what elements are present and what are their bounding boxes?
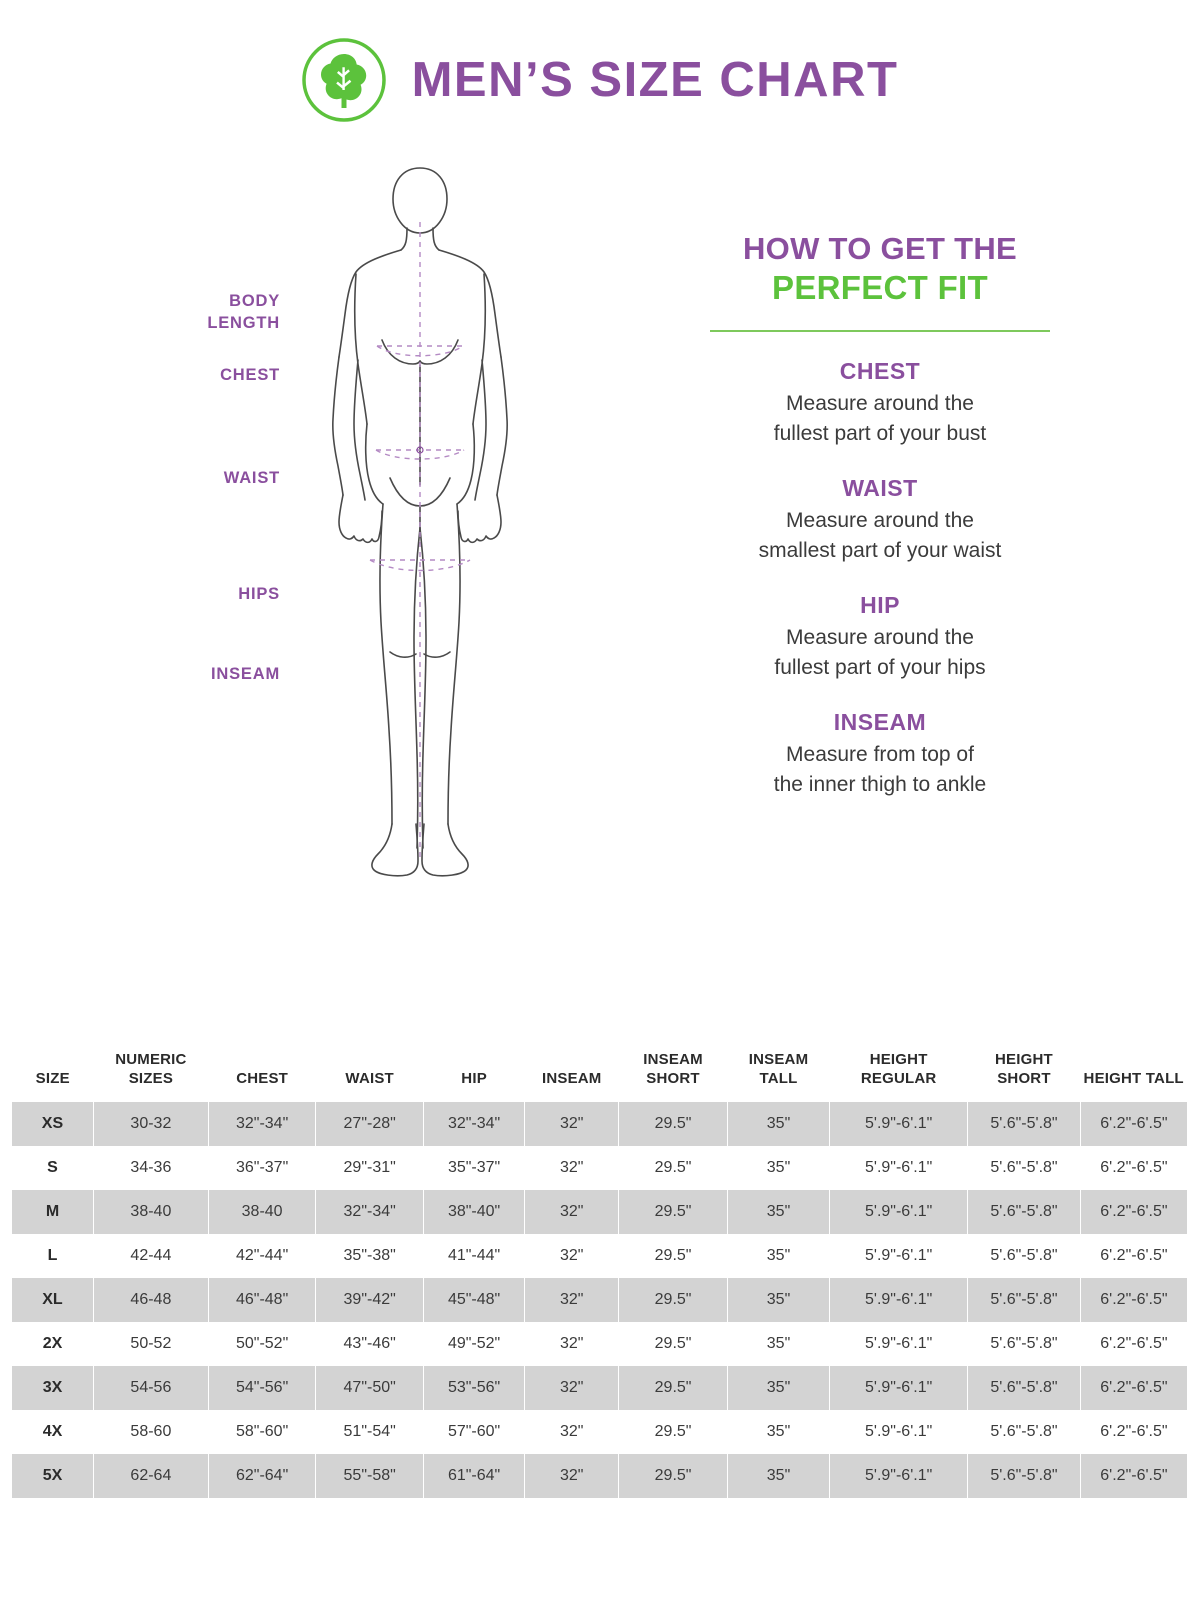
cell-hip: 35"-37" bbox=[423, 1146, 524, 1190]
cell-inseam: 32" bbox=[525, 1366, 619, 1410]
cell-size: 5X bbox=[12, 1454, 93, 1498]
cell-height-short: 5'.6"-5'.8" bbox=[968, 1278, 1081, 1322]
cell-height-short: 5'.6"-5'.8" bbox=[968, 1366, 1081, 1410]
cell-chest: 42"-44" bbox=[208, 1234, 316, 1278]
table-row bbox=[12, 1102, 1187, 1146]
cell-size: L bbox=[12, 1234, 93, 1278]
guide-item-chest bbox=[600, 358, 1160, 449]
guide-divider bbox=[710, 330, 1050, 332]
cell-size: XL bbox=[12, 1278, 93, 1322]
cell-inseam-tall: 35" bbox=[727, 1322, 829, 1366]
cell-height-tall: 6'.2"-6'.5" bbox=[1080, 1454, 1187, 1498]
cell-chest: 32"-34" bbox=[208, 1102, 316, 1146]
label-body-length-line2: LENGTH bbox=[207, 314, 280, 332]
cell-size: 2X bbox=[12, 1322, 93, 1366]
cell-numeric: 58-60 bbox=[93, 1410, 208, 1454]
cell-height-regular: 5'.9"-6'.1" bbox=[830, 1454, 968, 1498]
cell-numeric: 42-44 bbox=[93, 1234, 208, 1278]
cell-height-tall: 6'.2"-6'.5" bbox=[1080, 1278, 1187, 1322]
cell-height-regular: 5'.9"-6'.1" bbox=[830, 1322, 968, 1366]
cell-inseam-tall: 35" bbox=[727, 1278, 829, 1322]
col-hip: HIP bbox=[461, 1070, 487, 1087]
cell-height-short: 5'.6"-5'.8" bbox=[968, 1410, 1081, 1454]
cell-height-regular: 5'.9"-6'.1" bbox=[830, 1366, 968, 1410]
cell-height-regular: 5'.9"-6'.1" bbox=[830, 1278, 968, 1322]
col-height-regular: HEIGHT REGULAR bbox=[860, 1051, 937, 1087]
cell-inseam: 32" bbox=[525, 1454, 619, 1498]
cell-inseam-short: 29.5" bbox=[619, 1146, 728, 1190]
cell-height-tall: 6'.2"-6'.5" bbox=[1080, 1322, 1187, 1366]
cell-waist: 51"-54" bbox=[316, 1410, 424, 1454]
label-body-length-line1: BODY bbox=[229, 292, 280, 310]
col-size: SIZE bbox=[35, 1070, 70, 1087]
cell-height-tall: 6'.2"-6'.5" bbox=[1080, 1190, 1187, 1234]
label-body-length bbox=[80, 290, 280, 334]
cell-hip: 49"-52" bbox=[423, 1322, 524, 1366]
cell-inseam-short: 29.5" bbox=[619, 1190, 728, 1234]
cell-numeric: 54-56 bbox=[93, 1366, 208, 1410]
cell-inseam-short: 29.5" bbox=[619, 1410, 728, 1454]
cell-height-tall: 6'.2"-6'.5" bbox=[1080, 1146, 1187, 1190]
cell-height-short: 5'.6"-5'.8" bbox=[968, 1454, 1081, 1498]
col-chest: CHEST bbox=[236, 1070, 289, 1087]
guide-item-waist-title: WAIST bbox=[842, 475, 918, 501]
cell-inseam-tall: 35" bbox=[727, 1234, 829, 1278]
col-inseam: INSEAM bbox=[541, 1070, 602, 1087]
cell-inseam-tall: 35" bbox=[727, 1454, 829, 1498]
cell-inseam-short: 29.5" bbox=[619, 1366, 728, 1410]
table-row bbox=[12, 1278, 1187, 1322]
col-numeric-sizes: NUMERIC SIZES bbox=[115, 1051, 187, 1087]
cell-inseam: 32" bbox=[525, 1190, 619, 1234]
table-row bbox=[12, 1190, 1187, 1234]
guide-item-chest-line2: fullest part of your bust bbox=[773, 422, 987, 445]
cell-hip: 61"-64" bbox=[423, 1454, 524, 1498]
cell-size: 4X bbox=[12, 1410, 93, 1454]
cell-numeric: 46-48 bbox=[93, 1278, 208, 1322]
col-height-tall: HEIGHT TALL bbox=[1083, 1070, 1184, 1087]
cell-chest: 38-40 bbox=[208, 1190, 316, 1234]
guide-item-inseam-line1: Measure from top of bbox=[786, 743, 974, 766]
cell-inseam: 32" bbox=[525, 1410, 619, 1454]
cell-inseam-tall: 35" bbox=[727, 1146, 829, 1190]
cell-inseam: 32" bbox=[525, 1234, 619, 1278]
table-row bbox=[12, 1234, 1187, 1278]
cell-chest: 62"-64" bbox=[208, 1454, 316, 1498]
cell-height-regular: 5'.9"-6'.1" bbox=[830, 1146, 968, 1190]
cell-inseam-short: 29.5" bbox=[619, 1234, 728, 1278]
cell-inseam-tall: 35" bbox=[727, 1102, 829, 1146]
cell-waist: 29"-31" bbox=[316, 1146, 424, 1190]
cell-height-tall: 6'.2"-6'.5" bbox=[1080, 1102, 1187, 1146]
label-hips: HIPS bbox=[238, 585, 280, 603]
cell-height-tall: 6'.2"-6'.5" bbox=[1080, 1234, 1187, 1278]
guide-item-inseam bbox=[600, 709, 1160, 800]
cell-inseam-tall: 35" bbox=[727, 1410, 829, 1454]
guide-item-waist-line1: Measure around the bbox=[786, 509, 974, 532]
guide-item-waist-line2: smallest part of your waist bbox=[758, 539, 1002, 562]
tree-logo-icon bbox=[302, 38, 386, 122]
cell-waist: 32"-34" bbox=[316, 1190, 424, 1234]
cell-inseam-short: 29.5" bbox=[619, 1278, 728, 1322]
page-title: MEN’S SIZE CHART bbox=[411, 53, 899, 107]
cell-hip: 53"-56" bbox=[423, 1366, 524, 1410]
cell-chest: 50"-52" bbox=[208, 1322, 316, 1366]
cell-numeric: 50-52 bbox=[93, 1322, 208, 1366]
table-header-row bbox=[12, 1040, 1187, 1102]
cell-height-short: 5'.6"-5'.8" bbox=[968, 1102, 1081, 1146]
table-row bbox=[12, 1322, 1187, 1366]
cell-height-tall: 6'.2"-6'.5" bbox=[1080, 1410, 1187, 1454]
cell-chest: 54"-56" bbox=[208, 1366, 316, 1410]
cell-inseam-short: 29.5" bbox=[619, 1102, 728, 1146]
cell-waist: 27"-28" bbox=[316, 1102, 424, 1146]
cell-inseam-tall: 35" bbox=[727, 1190, 829, 1234]
cell-waist: 39"-42" bbox=[316, 1278, 424, 1322]
cell-chest: 46"-48" bbox=[208, 1278, 316, 1322]
col-waist: WAIST bbox=[345, 1070, 394, 1087]
label-chest: CHEST bbox=[220, 366, 280, 384]
fit-guide bbox=[600, 230, 1160, 800]
guide-heading-line2: PERFECT FIT bbox=[772, 269, 988, 306]
guide-item-hip-line2: fullest part of your hips bbox=[774, 656, 986, 679]
size-table bbox=[12, 1040, 1187, 1498]
cell-hip: 38"-40" bbox=[423, 1190, 524, 1234]
guide-item-waist bbox=[600, 475, 1160, 566]
cell-inseam: 32" bbox=[525, 1146, 619, 1190]
guide-item-chest-line1: Measure around the bbox=[786, 392, 974, 415]
cell-waist: 35"-38" bbox=[316, 1234, 424, 1278]
cell-numeric: 30-32 bbox=[93, 1102, 208, 1146]
cell-size: S bbox=[12, 1146, 93, 1190]
cell-inseam: 32" bbox=[525, 1322, 619, 1366]
table-row bbox=[12, 1410, 1187, 1454]
guide-item-chest-title: CHEST bbox=[839, 358, 921, 384]
cell-chest: 58"-60" bbox=[208, 1410, 316, 1454]
size-table-wrap bbox=[0, 1040, 1200, 1498]
cell-height-short: 5'.6"-5'.8" bbox=[968, 1190, 1081, 1234]
table-row bbox=[12, 1146, 1187, 1190]
cell-height-regular: 5'.9"-6'.1" bbox=[830, 1410, 968, 1454]
cell-numeric: 34-36 bbox=[93, 1146, 208, 1190]
table-row bbox=[12, 1454, 1187, 1498]
cell-inseam-short: 29.5" bbox=[619, 1322, 728, 1366]
table-body bbox=[12, 1102, 1187, 1498]
cell-hip: 45"-48" bbox=[423, 1278, 524, 1322]
col-inseam-tall: INSEAM TALL bbox=[748, 1051, 809, 1087]
cell-height-regular: 5'.9"-6'.1" bbox=[830, 1234, 968, 1278]
label-waist: WAIST bbox=[223, 469, 280, 487]
cell-height-short: 5'.6"-5'.8" bbox=[968, 1322, 1081, 1366]
guide-item-inseam-title: INSEAM bbox=[833, 709, 927, 735]
cell-size: M bbox=[12, 1190, 93, 1234]
cell-inseam: 32" bbox=[525, 1102, 619, 1146]
cell-hip: 41"-44" bbox=[423, 1234, 524, 1278]
cell-hip: 57"-60" bbox=[423, 1410, 524, 1454]
cell-height-regular: 5'.9"-6'.1" bbox=[830, 1102, 968, 1146]
cell-chest: 36"-37" bbox=[208, 1146, 316, 1190]
cell-numeric: 62-64 bbox=[93, 1454, 208, 1498]
cell-height-tall: 6'.2"-6'.5" bbox=[1080, 1366, 1187, 1410]
label-inseam: INSEAM bbox=[211, 665, 280, 683]
table-row bbox=[12, 1366, 1187, 1410]
guide-item-hip-line1: Measure around the bbox=[786, 626, 974, 649]
cell-waist: 47"-50" bbox=[316, 1366, 424, 1410]
col-inseam-short: INSEAM SHORT bbox=[643, 1051, 703, 1087]
page-header bbox=[0, 0, 1200, 122]
cell-inseam: 32" bbox=[525, 1278, 619, 1322]
cell-inseam-tall: 35" bbox=[727, 1366, 829, 1410]
guide-item-inseam-line2: the inner thigh to ankle bbox=[773, 773, 987, 796]
cell-waist: 55"-58" bbox=[316, 1454, 424, 1498]
cell-height-short: 5'.6"-5'.8" bbox=[968, 1146, 1081, 1190]
cell-inseam-short: 29.5" bbox=[619, 1454, 728, 1498]
guide-item-hip-title: HIP bbox=[860, 592, 900, 618]
cell-hip: 32"-34" bbox=[423, 1102, 524, 1146]
guide-item-hip bbox=[600, 592, 1160, 683]
guide-heading-line1: HOW TO GET THE bbox=[742, 231, 1017, 266]
cell-height-short: 5'.6"-5'.8" bbox=[968, 1234, 1081, 1278]
cell-size: XS bbox=[12, 1102, 93, 1146]
cell-height-regular: 5'.9"-6'.1" bbox=[830, 1190, 968, 1234]
cell-waist: 43"-46" bbox=[316, 1322, 424, 1366]
col-height-short: HEIGHT SHORT bbox=[995, 1051, 1053, 1087]
male-body-figure-icon bbox=[270, 160, 570, 1040]
body-illustration bbox=[0, 140, 600, 1040]
cell-numeric: 38-40 bbox=[93, 1190, 208, 1234]
cell-size: 3X bbox=[12, 1366, 93, 1410]
